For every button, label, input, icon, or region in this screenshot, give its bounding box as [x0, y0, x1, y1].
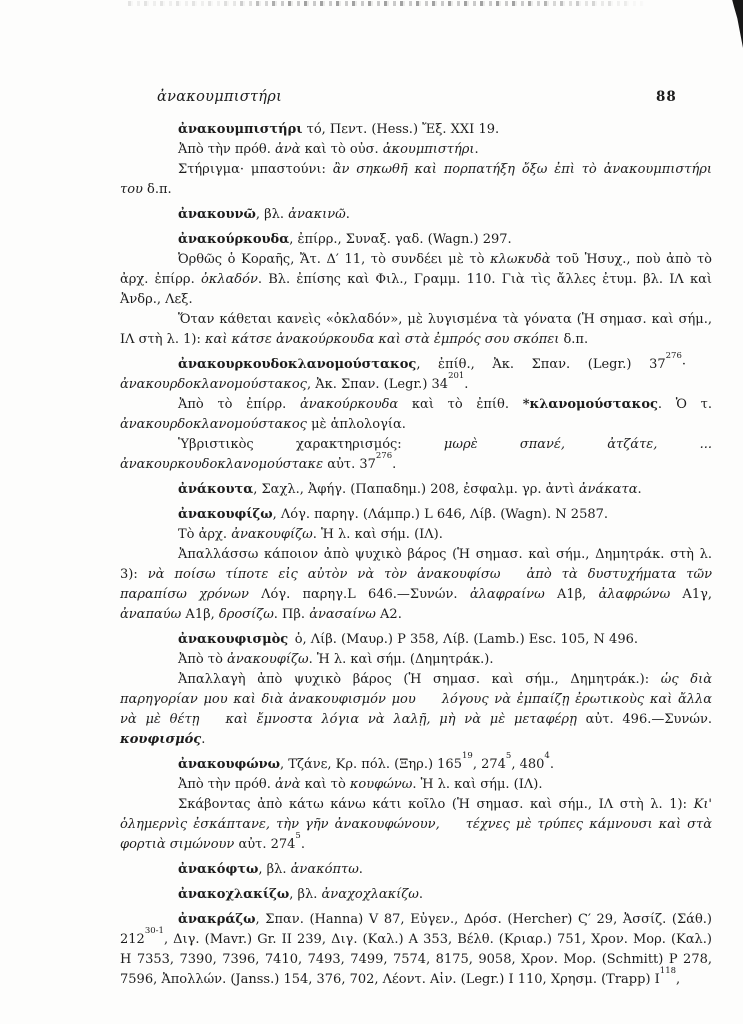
headword: ἀνακοχλακίζω	[178, 887, 290, 902]
text-segment: Ἀπὸ τὸ ἐπίρρ.	[178, 397, 300, 412]
dictionary-entry	[120, 860, 712, 880]
text-segment: , βλ.	[255, 207, 289, 222]
text-segment: καὶ τὸ ἐπίθ.	[398, 397, 523, 412]
superscript-reference: 118	[659, 966, 677, 977]
text-segment: , βλ.	[258, 862, 291, 877]
scan-corner-artifact	[728, 0, 743, 48]
text-segment: καὶ τὸ οὐσ.	[300, 142, 383, 157]
text-segment: . Βλ. ἐπίσης καὶ Φιλ., Γραμμ. 110. Γιὰ τὶς ἄλλες ἐτυμ. βλ. ΙΛ καὶ Ἀνδρ., Λεξ.	[120, 272, 712, 307]
paragraph	[120, 505, 712, 525]
text-segment: . Ὁ τ.	[657, 397, 712, 412]
headword: *κλανομούστακος	[522, 397, 658, 412]
paragraph	[120, 545, 712, 625]
text-segment: ἀνακουφίζω	[227, 652, 309, 667]
text-segment: .	[201, 732, 206, 747]
text-segment: ἀνακινῶ	[288, 207, 346, 222]
paragraph	[120, 250, 712, 310]
text-segment: .	[392, 457, 397, 472]
text-segment: Τὸ ἀρχ.	[178, 527, 232, 542]
text-segment: αὐτ. 37	[323, 457, 376, 472]
text-segment: κουφώνω	[349, 777, 413, 792]
text-segment: ἂν σηκωθῆ καὶ πορπατήξη ὄξω ἐπὶ τὸ ἀνακουμπιστήρι του	[120, 162, 712, 197]
paragraph	[120, 860, 712, 880]
dictionary-entry	[120, 885, 712, 905]
text-segment: , βλ.	[289, 887, 322, 902]
text-segment: ἀνακούρκουδα	[299, 397, 399, 412]
text-segment: . Ἡ λ. καὶ σήμ. (ΙΛ).	[312, 527, 443, 542]
paragraph	[120, 140, 712, 160]
text-segment: , ἐπίρρ., Συναξ. γαδ. (Wagn.) 297.	[289, 232, 512, 247]
text-segment: Ὑβριστικὸς χαρακτηρισμός:	[178, 437, 444, 452]
paragraph	[120, 775, 712, 795]
text-segment: ἀνακουρδοκλανομούστακος	[120, 377, 307, 392]
text-segment: .	[345, 207, 350, 222]
dictionary-entries	[120, 120, 712, 990]
text-segment: τό, Πεντ. (Hess.) Ἔξ. XXI 19.	[302, 122, 500, 137]
superscript-reference: 276	[665, 351, 682, 362]
paragraph	[120, 751, 712, 775]
text-segment: , Διγ. (Mavr.) Gr. II 239, Διγ. (Καλ.) Α 353, Βέλθ. (Κριαρ.) 751, Χρον. Μορ. (Καλ.) Η 7353, 7390, 7396, 7410, 7493, 7499, 7574, 8175, 9058, Χρον. Μορ. (Schmitt) P 278, 7596, Ἀπολλών. (Janss.) 154, 376, 702, Λέοντ. Αἰν. (Legr.) I 110, Χρησμ. (Trapp) I	[120, 932, 712, 987]
dictionary-entry	[120, 120, 712, 200]
text-segment: .	[637, 482, 642, 497]
text-segment: . Ἡ λ. καὶ σήμ. (ΙΛ).	[412, 777, 543, 792]
text-segment: ἀνακουφίζω	[231, 527, 313, 542]
paragraph	[120, 795, 712, 855]
scan-smudge-artifact	[128, 1, 648, 6]
text-segment: Α1β,	[181, 607, 219, 622]
superscript-reference: 5	[295, 831, 301, 842]
text-segment: ἀνακόπτω	[290, 862, 359, 877]
text-segment: .	[474, 142, 479, 157]
text-segment: , 480	[511, 757, 545, 772]
text-segment: Α2.	[375, 607, 402, 622]
text-segment: Α1β,	[544, 587, 599, 602]
paragraph	[120, 525, 712, 545]
paragraph	[120, 670, 712, 750]
headword: ἀνάκουτα	[178, 482, 254, 497]
text-segment: , 274	[472, 757, 506, 772]
text-segment: Ὀρθῶς ὁ Κοραῆς, Ἄτ. Δ′ 11, τὸ συνδέει μὲ τὸ	[178, 252, 491, 267]
text-segment: δροσίζω	[218, 607, 274, 622]
text-segment: ἀνὰ	[275, 142, 301, 157]
page-number: 88	[656, 89, 677, 105]
text-segment: ὁ, Λίβ. (Μαυρ.) P 358, Λίβ. (Lamb.) Esc. 105, N 496.	[288, 632, 639, 647]
text-segment: ἀλαφρώνω	[598, 587, 671, 602]
paragraph	[120, 395, 712, 435]
text-segment: , Σαχλ., Ἀφήγ. (Παπαδημ.) 208, ἐσφαλμ. γρ. ἀντὶ	[253, 482, 579, 497]
paragraph	[120, 120, 712, 140]
dictionary-entry	[120, 505, 712, 625]
superscript-reference: 276	[375, 451, 393, 462]
superscript-reference: 201	[448, 371, 465, 382]
superscript-reference: 30-1	[144, 926, 164, 937]
paragraph	[120, 230, 712, 250]
text-segment: Στήριγμα· μπαστούνι:	[178, 162, 333, 177]
text-segment: μωρὲ σπανέ, ἀτζάτε, ... ἀνακουρκουδοκλανομούστακε	[120, 437, 712, 472]
text-segment: αὐτ. 274	[234, 837, 296, 852]
text-segment: .	[358, 862, 363, 877]
text-segment: ὀκλαδόν	[200, 272, 258, 287]
text-segment: μὲ ἁπλολογία.	[306, 417, 406, 432]
paragraph	[120, 650, 712, 670]
text-segment: τοῦ Ἡσυχ., ποὺ ἀπὸ τὸ ἀρχ. ἐπίρρ.	[120, 252, 712, 287]
text-segment: Σκάβοντας ἀπὸ κάτω κάνω κάτι κοῖλο (Ἡ σημασ. καὶ σήμ., ΙΛ στὴ λ. 1):	[178, 797, 694, 812]
text-segment: . Ἡ λ. καὶ σήμ. (Δημητράκ.).	[308, 652, 494, 667]
text-segment: κουφισμός	[120, 732, 202, 747]
headword: ἀνακουφίζω	[178, 507, 273, 522]
dictionary-entry	[120, 230, 712, 350]
paragraph	[120, 310, 712, 350]
text-segment: , Σπαν. (Hanna) V 87, Εὐγεν., Δρόσ. (Hercher) Ϛ′ 29, Ἀσσίζ. (Σάθ.) 212	[120, 912, 712, 947]
text-segment: , Ἀκ. Σπαν. (Legr.) 34	[306, 377, 449, 392]
paragraph	[120, 885, 712, 905]
paragraph	[120, 435, 712, 475]
text-segment: , Λόγ. παρηγ. (Λάμπρ.) L 646, Λίβ. (Wagn). N 2587.	[272, 507, 609, 522]
text-segment: .	[464, 377, 469, 392]
dictionary-entry	[120, 351, 712, 475]
headword: ἀνακόφτω	[178, 862, 259, 877]
paragraph	[120, 630, 712, 650]
text-segment: ἀνάκατα	[578, 482, 638, 497]
text-segment: ὡς διὰ παρηγορίαν μου καὶ διὰ ἀνακουφισμόν μου λόγους νὰ ἐμπαίζῃ ἐρωτικοὺς καὶ ἄλλα νὰ μὲ θέτῃ καὶ ἔμνοστα λόγια νὰ λαλῇ, μὴ νὰ μὲ μεταφέρῃ	[120, 672, 713, 727]
text-segment: Α1γ,	[670, 587, 712, 602]
text-segment: ἀνακουρδοκλανομούστακος	[120, 417, 307, 432]
headword: ἀνακουνῶ	[178, 207, 256, 222]
text-segment: δ.π.	[142, 182, 172, 197]
paragraph	[120, 160, 712, 200]
text-segment: . Πβ.	[273, 607, 310, 622]
text-segment: δ.π.	[559, 332, 589, 347]
paragraph	[120, 351, 712, 395]
headword: ἀνακουφισμὸς	[178, 632, 289, 647]
text-segment: ·	[681, 357, 712, 372]
text-segment: Κι' ὁλημερνὶς ἐσκάπτανε, τὴν γῆν ἀνακουφώνουν, τέχνες μὲ τρύπες κάμνουσι καὶ στὰ φορτιὰ σιμώνουν	[120, 797, 712, 852]
text-segment: νὰ ποίσω τίποτε εἰς αὐτὸν νὰ τὸν ἀνακουφίσω ἀπὸ τὰ δυστυχήματα τῶν παραπίσω χρόνων	[120, 567, 713, 602]
text-segment: , Τζάνε, Κρ. πόλ. (Ξηρ.) 165	[280, 757, 462, 772]
text-segment: Λόγ. παρηγ.L 646.—Συνών.	[248, 587, 470, 602]
text-segment: Ἀπαλλάσσω κάποιον ἀπὸ ψυχικὸ βάρος (Ἡ σημασ. καὶ σήμ., Δημητράκ. στὴ λ. 3):	[120, 547, 712, 582]
paragraph	[120, 205, 712, 225]
dictionary-entry	[120, 205, 712, 225]
superscript-reference: 5	[505, 751, 512, 762]
text-segment: Ἀπὸ τὴν πρόθ.	[178, 142, 276, 157]
text-segment: Ἀπὸ τὴν πρόθ.	[178, 777, 276, 792]
headword: ἀνακουρκουδοκλανομούστακος	[178, 357, 417, 372]
headword: ἀνακουμπιστήρι	[178, 122, 303, 137]
text-segment: .	[549, 757, 554, 772]
text-segment: Ἀπὸ τὸ	[178, 652, 228, 667]
superscript-reference: 4	[544, 751, 550, 762]
text-segment: , ἐπίθ., Ἀκ. Σπαν. (Legr.) 37	[416, 357, 666, 372]
paragraph	[120, 480, 712, 500]
dictionary-entry	[120, 630, 712, 750]
text-segment: κλωκυδὰ	[490, 252, 551, 267]
text-segment: αὐτ. 496.—Συνών.	[576, 712, 712, 727]
text-segment: Ὅταν κάθεται κανεὶς «ὀκλαδόν», μὲ λυγισμένα τὰ γόνατα (Ἡ σημασ. καὶ σήμ., ΙΛ στὴ λ. 1):	[120, 312, 712, 347]
text-segment: καὶ κάτσε ἀνακούρκουδα καὶ στὰ ἐμπρός σου σκόπει	[205, 332, 560, 347]
text-segment: ,	[676, 972, 681, 987]
text-segment: ἀναπαύω	[120, 607, 182, 622]
headword: ἀνακράζω	[178, 912, 256, 927]
running-title: ἀνακουμπιστήρι	[157, 89, 283, 105]
dictionary-entry	[120, 910, 712, 990]
text-segment: .	[418, 887, 424, 902]
text-segment: ἀναχοχλακίζω	[321, 887, 419, 902]
text-segment: καὶ τὸ	[300, 777, 350, 792]
text-segment: .	[300, 837, 305, 852]
superscript-reference: 19	[461, 751, 473, 762]
dictionary-entry	[120, 480, 712, 500]
text-segment: ἀκουμπιστήρι	[382, 142, 475, 157]
text-segment: ἀλαφραίνω	[469, 587, 545, 602]
text-segment: Ἀπαλλαγὴ ἀπὸ ψυχικὸ βάρος (Ἡ σημασ. καὶ σήμ., Δημητράκ.):	[178, 672, 661, 687]
paragraph	[120, 910, 712, 990]
text-segment: ἀνασαίνω	[309, 607, 376, 622]
headword: ἀνακούρκουδα	[178, 232, 290, 247]
dictionary-entry	[120, 751, 712, 855]
headword: ἀνακουφώνω	[178, 757, 281, 772]
text-segment: ἀνὰ	[275, 777, 301, 792]
